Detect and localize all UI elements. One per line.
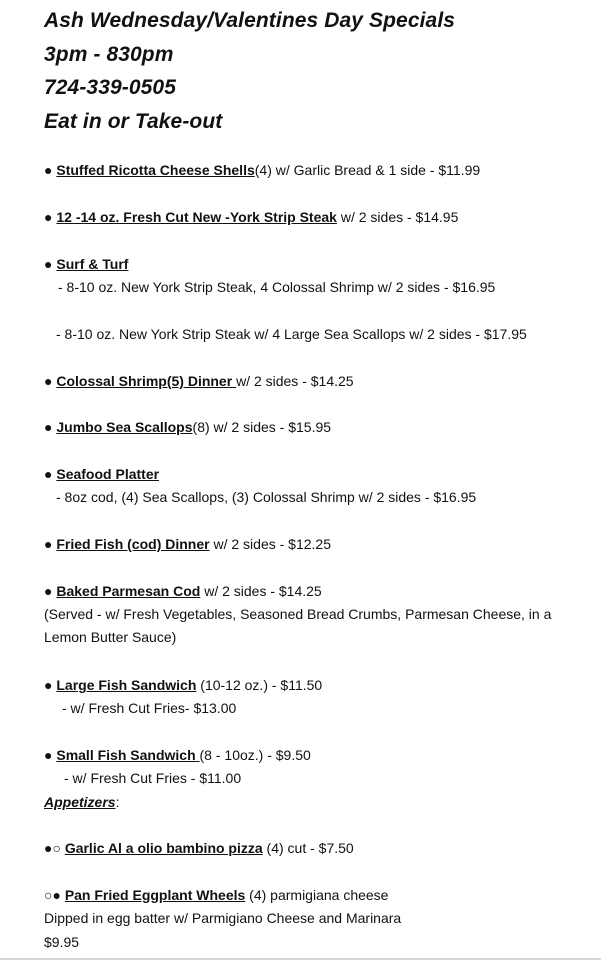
item-name: Pan Fried Eggplant Wheels	[64, 887, 246, 903]
menu-item-colossal-shrimp	[44, 372, 354, 390]
item-details: (10-12 oz.) - $11.50	[196, 677, 323, 693]
bullet-icon: ●	[44, 162, 57, 178]
item-details: w/ 2 sides - $12.25	[209, 536, 331, 552]
appetizers-heading-text: Appetizers	[44, 794, 116, 810]
item-name: Fried Fish (cod) Dinner	[56, 536, 210, 552]
item-description: Lemon Butter Sauce)	[44, 629, 177, 645]
bullet-icon: ●	[44, 536, 57, 552]
item-name: Stuffed Ricotta Cheese Shells	[56, 162, 255, 178]
item-details: (4) cut - $7.50	[262, 840, 354, 856]
item-description: Dipped in egg batter w/ Parmigiano Cheese and Marinara	[44, 910, 402, 926]
bullet-icon: ●	[44, 373, 57, 389]
appetizers-heading	[44, 793, 119, 811]
item-details: w/ 2 sides - $14.95	[336, 209, 459, 225]
item-details: w/ 2 sides - $14.25	[200, 583, 322, 599]
item-name: Small Fish Sandwich	[56, 747, 200, 763]
item-details: (8) w/ 2 sides - $15.95	[192, 419, 332, 435]
menu-item-large-fish-sandwich	[44, 676, 322, 694]
item-details: (4) parmigiana cheese	[245, 887, 389, 903]
menu-item-surf-turf	[44, 255, 128, 273]
item-option: - w/ Fresh Cut Fries- $13.00	[62, 700, 237, 716]
menu-service: Eat in or Take-out	[44, 109, 223, 133]
item-price: $9.95	[44, 934, 80, 950]
item-option: - 8-10 oz. New York Strip Steak, 4 Colossal Shrimp w/ 2 sides - $16.95	[58, 279, 496, 295]
bullet-icon: ●○	[44, 840, 65, 856]
bullet-icon: ●	[44, 256, 57, 272]
menu-title: Ash Wednesday/Valentines Day Specials	[44, 9, 456, 32]
item-name: Surf & Turf	[56, 256, 129, 272]
appetizers-heading-colon: :	[115, 794, 120, 810]
bullet-icon: ●	[44, 466, 57, 482]
item-details: (4) w/ Garlic Bread & 1 side - $11.99	[254, 162, 481, 178]
item-name: Jumbo Sea Scallops	[56, 419, 193, 435]
bullet-icon: ○●	[44, 887, 65, 903]
bullet-icon: ●	[44, 677, 57, 693]
item-details: (8 - 10oz.) - $9.50	[199, 747, 311, 763]
item-option: - 8oz cod, (4) Sea Scallops, (3) Colossal Shrimp w/ 2 sides - $16.95	[56, 489, 477, 505]
menu-item-eggplant-wheels	[44, 886, 388, 904]
menu-phone: 724-339-0505	[44, 76, 176, 99]
menu-item-sea-scallops	[44, 418, 331, 436]
item-name: Colossal Shrimp(5) Dinner	[56, 373, 237, 389]
menu-item-stuffed-shells	[44, 161, 480, 179]
menu-header	[44, 4, 455, 138]
menu-item-parmesan-cod	[44, 582, 322, 600]
item-option: - w/ Fresh Cut Fries - $11.00	[64, 770, 242, 786]
menu-item-strip-steak	[44, 208, 458, 226]
item-name: Baked Parmesan Cod	[56, 583, 201, 599]
item-option: - 8-10 oz. New York Strip Steak w/ 4 Large Sea Scallops w/ 2 sides - $17.95	[56, 326, 527, 342]
item-name: 12 -14 oz. Fresh Cut New -York Strip Steak	[56, 209, 337, 225]
item-name: Seafood Platter	[56, 466, 160, 482]
bullet-icon: ●	[44, 209, 57, 225]
item-name: Large Fish Sandwich	[56, 677, 197, 693]
menu-item-fried-fish	[44, 535, 331, 553]
bullet-icon: ●	[44, 747, 57, 763]
item-name: Garlic Al a olio bambino pizza	[64, 840, 263, 856]
item-description: (Served - w/ Fresh Vegetables, Seasoned Bread Crumbs, Parmesan Cheese, in a	[44, 606, 552, 622]
bullet-icon: ●	[44, 419, 57, 435]
menu-hours: 3pm - 830pm	[44, 42, 174, 66]
menu-item-garlic-pizza	[44, 839, 354, 857]
item-details: w/ 2 sides - $14.25	[236, 373, 354, 389]
menu-item-seafood-platter	[44, 465, 159, 483]
menu-item-small-fish-sandwich	[44, 746, 311, 764]
bullet-icon: ●	[44, 583, 57, 599]
